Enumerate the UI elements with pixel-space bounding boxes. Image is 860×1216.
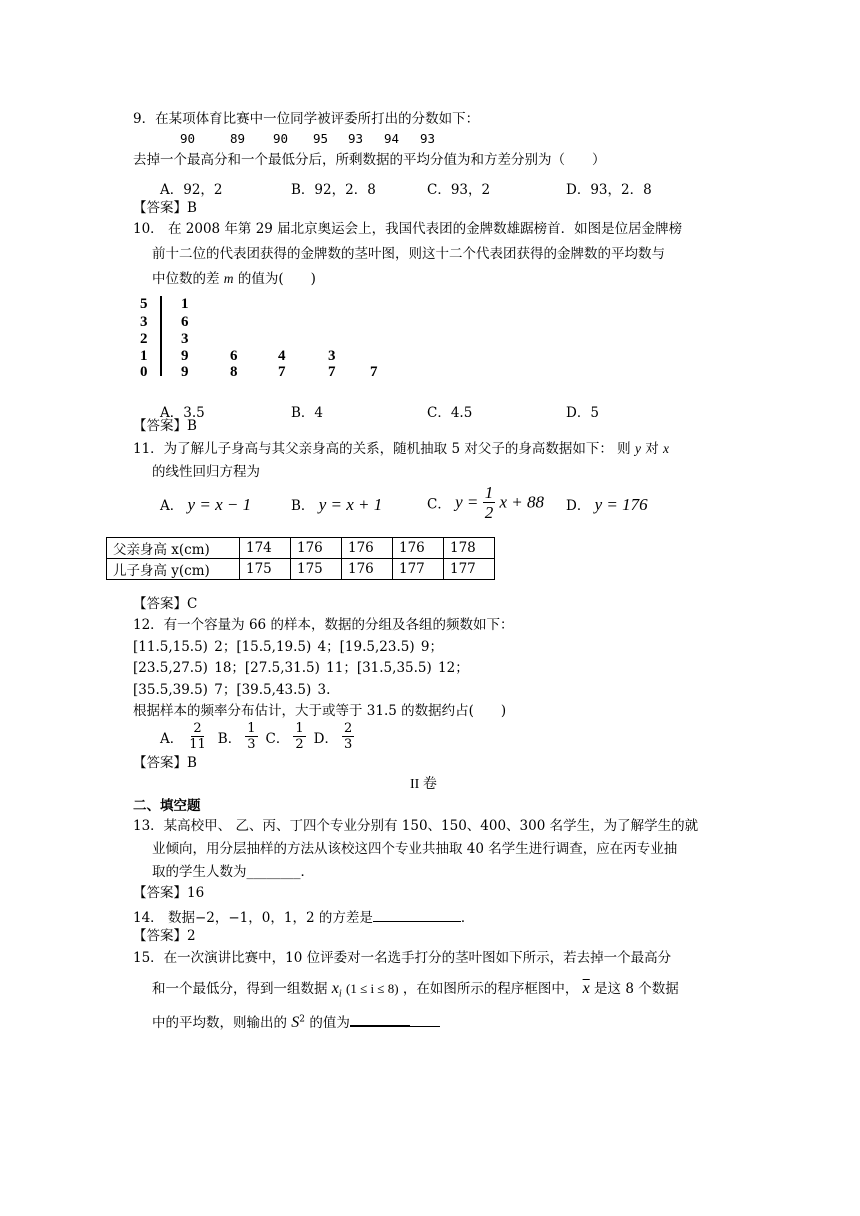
q10-option-c: C．4.5 [427, 405, 473, 421]
q9-answer: 【答案】B [133, 200, 197, 216]
q13-line1: 13．某高校甲、 乙、丙、丁四个专业分别有 150、150、400、300 名学生，为了解学生的就 [133, 818, 699, 834]
q12-option-d-fraction [342, 722, 354, 751]
leaf-value: 7 [278, 364, 286, 380]
table-cell: 176 [393, 538, 444, 559]
q11-option-label: D． [566, 498, 591, 514]
stem-value: 5 [140, 296, 148, 312]
section-title: II 卷 [410, 777, 437, 792]
stem-leaf-divider [160, 296, 162, 376]
q14-line1-post: ． [460, 910, 475, 926]
stem-value: 0 [140, 364, 148, 380]
q10-option-b: B．4 [291, 405, 324, 421]
q12-groups-3: [35.5,39.5) 7；[39.5,43.5) 3. [133, 682, 331, 698]
fraction-numerator: 2 [193, 721, 202, 736]
q12-option-c-fraction [293, 722, 305, 751]
q9-line2: 去掉一个最高分和一个最低分后，所剩数据的平均分值为和方差分别为（ ） [133, 152, 606, 168]
table-cell: 178 [444, 538, 495, 559]
q11-option-c [427, 484, 544, 521]
q11-var-y: y [634, 441, 641, 456]
fraction-denominator: 2 [484, 503, 494, 522]
q14-line1 [133, 908, 474, 926]
q11-line1 [133, 442, 669, 457]
leaf-value: 4 [278, 348, 286, 364]
leaf-value: 7 [370, 364, 378, 380]
table-row [107, 559, 495, 580]
fraction-numerator: 2 [343, 721, 353, 736]
q10-line3-post: 的值为( ) [237, 271, 316, 287]
q10-option-d: D．5 [566, 405, 599, 421]
q15-var-x: x [331, 980, 339, 997]
table-cell: 175 [240, 559, 291, 580]
fraction-numerator: 1 [484, 483, 494, 502]
q10-option-a: A．3.5 [160, 405, 205, 421]
leaf-value: 9 [181, 348, 189, 364]
stem-value: 2 [140, 331, 148, 347]
q9-score: 89 [230, 131, 246, 146]
leaf-value: 8 [230, 364, 238, 380]
q13-line2: 业倾向，用分层抽样的方法从该校这四个专业共抽取 40 名学生进行调查，应在丙专业抽 [152, 841, 678, 857]
table-row [107, 538, 495, 559]
q10-var-m: m [223, 271, 234, 286]
q12-answer: 【答案】B [133, 755, 197, 771]
q12-option-b-fraction [245, 722, 257, 751]
q12-line1: 12．有一个容量为 66 的样本，数据的分组及各组的频数如下： [133, 617, 514, 633]
leaf-value: 1 [181, 296, 189, 312]
table-cell: 177 [444, 559, 495, 580]
q14-answer: 【答案】2 [133, 928, 196, 944]
q15-line2-cond: (1 ≤ i ≤ 8) [345, 981, 399, 996]
q15-line3-post: 的值为 [309, 1015, 350, 1031]
q11-line1-pre: 11．为了解儿子身高与其父亲身高的关系，随机抽取 5 对父子的身高数据如下： 则 [133, 441, 631, 457]
q11-option-expr: y = x + 1 [318, 495, 383, 514]
q15-line2-post: 是这 8 个数据 [594, 981, 679, 997]
q9-stem: 9．在某项体育比赛中一位同学被评委所打出的分数如下： [133, 111, 480, 127]
q15-line1: 15．在一次演讲比赛中，10 位评委对一名选手打分的茎叶图如下所示，若去掉一个最高分 [133, 950, 672, 966]
q15-var-s: S [291, 1014, 300, 1031]
q11-option-fraction [483, 484, 496, 521]
table-cell: 176 [342, 559, 393, 580]
q10-answer: 【答案】B [133, 418, 197, 434]
q10-line2: 前十二位的代表团获得的金牌数的茎叶图，则这十二个代表团获得的金牌数的平均数与 [152, 246, 665, 262]
q12-line5: 根据样本的频率分布估计，大于或等于 31.5 的数据约占( ) [133, 703, 507, 719]
q9-option-c: C．93，2 [427, 182, 491, 198]
q12-groups-2: [23.5,27.5) 18；[27.5,31.5) 11；[31.5,35.5) 12； [133, 660, 469, 676]
q15-line2-pre: 和一个最低分，得到一组数据 [152, 981, 328, 997]
table-cell: 176 [342, 538, 393, 559]
q15-xbar: $\overline{x}$ [582, 980, 590, 997]
q13-line3: 取的学生人数为________． [152, 864, 314, 880]
height-data-table [106, 537, 495, 580]
fraction-denominator: 2 [295, 737, 304, 752]
q9-score: 94 [384, 131, 400, 146]
q15-var-sub: i [338, 988, 342, 1000]
q15-line2 [152, 981, 679, 1000]
leaf-value: 6 [181, 314, 189, 330]
q15-line2-mid: ，在如图所示的程序框图中， [402, 981, 579, 997]
q15-var-sup: 2 [299, 1014, 306, 1025]
fraction-denominator: 11 [189, 737, 206, 752]
q14-line1-pre: 14． 数据−2，−1，0，1，2 的方差是 [133, 910, 373, 926]
q11-option-expr: y = x − 1 [187, 495, 252, 514]
fraction-numerator: 1 [295, 721, 304, 736]
q14-answer-blank [373, 908, 461, 922]
table-cell: 174 [240, 538, 291, 559]
leaf-value: 9 [181, 364, 189, 380]
q9-score: 95 [313, 131, 329, 146]
stem-value: 1 [140, 348, 148, 364]
q11-line2: 的线性回归方程为 [152, 464, 260, 480]
q11-var-x: x [663, 441, 670, 456]
leaf-value: 3 [181, 331, 189, 347]
q9-option-d: D．93，2．8 [566, 182, 652, 198]
fraction-numerator: 1 [247, 721, 256, 736]
q9-score: 90 [180, 131, 196, 146]
q11-line1-mid: 对 [645, 441, 659, 457]
q11-option-a [160, 494, 251, 515]
q15-line3 [152, 1012, 440, 1031]
q9-score: 93 [348, 131, 364, 146]
q11-option-label: B． [291, 498, 315, 514]
q15-answer-blank [350, 1012, 410, 1027]
q10-line3 [152, 272, 316, 287]
table-cell: 177 [393, 559, 444, 580]
q9-option-b: B．92，2．8 [291, 182, 376, 198]
stem-value: 3 [140, 314, 148, 330]
q10-line3-pre: 中位数的差 [152, 271, 220, 287]
q12-option-label: D． [313, 730, 338, 747]
q11-option-b [291, 494, 382, 515]
table-cell: 175 [291, 559, 342, 580]
leaf-value: 7 [328, 364, 336, 380]
q10-line1: 10． 在 2008 年第 29 届北京奥运会上，我国代表团的金牌数雄踞榜首．如图是位居金牌榜 [133, 221, 683, 237]
q12-option-a-fraction [187, 722, 208, 751]
q15-line3-pre: 中的平均数，则输出的 [152, 1015, 287, 1031]
q12-options [160, 722, 354, 751]
q12-option-label: A． [160, 730, 184, 747]
q11-option-pre: y = [455, 492, 479, 512]
q11-option-post: x + 88 [499, 492, 545, 512]
q11-option-d [566, 494, 648, 515]
leaf-value: 6 [230, 348, 238, 364]
q11-option-label: A． [160, 498, 184, 514]
fraction-denominator: 3 [247, 737, 256, 752]
q13-answer: 【答案】16 [133, 885, 205, 901]
q9-score: 93 [420, 131, 436, 146]
table-row-label: 父亲身高 x(cm) [107, 538, 240, 559]
table-cell: 176 [291, 538, 342, 559]
section-heading: 二、填空题 [133, 798, 201, 814]
table-row-label: 儿子身高 y(cm) [107, 559, 240, 580]
q9-score: 90 [273, 131, 289, 146]
q15-answer-blank-tail [410, 1013, 440, 1027]
q11-answer: 【答案】C [133, 596, 198, 612]
leaf-value: 3 [328, 348, 336, 364]
q11-option-label: C． [427, 496, 451, 513]
fraction-denominator: 3 [343, 737, 353, 752]
q9-option-a: A．92，2 [160, 182, 223, 198]
q12-groups-1: [11.5,15.5) 2；[15.5,19.5) 4；[19.5,23.5) 9； [133, 639, 443, 655]
q12-option-label: C． [265, 730, 290, 747]
q11-option-expr: y = 176 [594, 495, 648, 514]
q12-option-label: B． [217, 730, 242, 747]
